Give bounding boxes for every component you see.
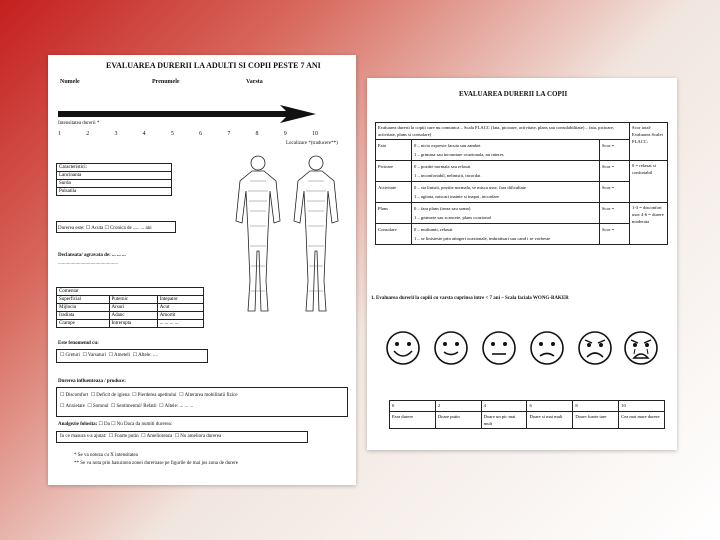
scale-4: 4	[142, 131, 146, 137]
scale-7: 7	[227, 131, 231, 137]
flacc-intro	[376, 123, 630, 140]
analgesia-row	[58, 421, 172, 427]
wong-score: 10	[619, 401, 665, 412]
symptom-option[interactable]: ☐ Ameteli	[108, 353, 130, 358]
severity-cell: Intrerupta	[109, 320, 157, 328]
wong-score: 8	[573, 401, 619, 412]
scale-2: 2	[86, 131, 90, 137]
duration-label: Durerea este:	[58, 226, 85, 231]
face-0-icon	[385, 330, 421, 366]
wong-baker-label: 1. Evaluarea durerii la copiii cu varsta cuprinsa intre < 7 ani – Scala faciala WONG-BAKER	[371, 296, 569, 301]
influence-option[interactable]: ☐ Pierderea apetitului	[132, 393, 177, 398]
scale-9: 9	[283, 131, 287, 137]
influence-row-1	[60, 392, 238, 398]
symptoms-label: Este fenomenul cu:	[58, 341, 99, 346]
desc-line: 1 – grimasa sau incruntare ocazionala, nu interes	[414, 152, 504, 157]
analgesia-yes[interactable]: ☐ Da	[99, 422, 110, 427]
flacc-table	[375, 122, 668, 245]
triggers-label: Declansata/ agravata de: ... ... ...	[58, 253, 126, 258]
severity-cell: Superficial	[57, 296, 110, 304]
scale-5: 5	[170, 131, 174, 137]
row-desc-face	[412, 140, 600, 161]
analgesia-no[interactable]: ☐ Nu	[111, 422, 123, 427]
intensity-scale	[58, 131, 318, 137]
row-desc-consolability	[412, 224, 600, 245]
wong-baker-table	[389, 400, 665, 429]
row-label-activity: Activitate	[376, 182, 412, 203]
score-total-text: Scor total- Evaluarea Scalei FLACC:	[632, 125, 663, 144]
row-label-legs: Picioare	[376, 161, 412, 182]
face-10-icon	[623, 330, 659, 366]
flacc-intro-text: Evaluarea durerii la copiii care nu comunica – Scala FLACC (fata, picioare, activitate, plans sau consolabilitate) – fata, picioare, activitate, plans si consolare)	[378, 125, 615, 137]
face-2-icon	[433, 330, 469, 366]
desc-line: 1 – agitata, miscari inainte si inapoi, incordare	[414, 194, 500, 199]
adult-pain-form	[48, 55, 356, 485]
characteristics-table	[56, 163, 172, 196]
face-8-icon	[577, 330, 613, 366]
influence-option[interactable]: ☐ Alterarea mobilitatii fizice	[179, 393, 238, 398]
page-title: EVALUAREA DURERII LA ADULTI SI COPII PESTE 7 ANI	[106, 61, 321, 70]
symptoms-row	[60, 352, 158, 358]
desc-line: 0 – fara plans (treaz sau somn)	[414, 206, 471, 211]
symptom-option[interactable]: ☐ Altele: ....	[133, 353, 158, 358]
influence-option[interactable]: ☐ Anxietate	[60, 404, 85, 409]
footnote-2: ** Se va nota prin hasurarea zonei dureroase pe figurile de mai jos zona de durere	[74, 461, 238, 466]
interpretation-a: 0 = relaxat si confortabil	[630, 161, 668, 203]
desc-line: 0 – nicio expresie facuta sau zambet	[414, 143, 481, 148]
score-total	[630, 123, 668, 161]
row-label-face: Fata	[376, 140, 412, 161]
wong-label: Doare foarte tare	[573, 412, 619, 429]
analgesia-label: Analgezie folosita:	[58, 422, 98, 427]
intensity-label: Intensitatea durerii *	[58, 121, 100, 126]
analgesia-tail: Daca da numiti durerea:	[123, 422, 173, 427]
severity-cell: Puternic	[109, 296, 157, 304]
row-score: Scor =	[600, 140, 630, 161]
wong-label: Fara durere	[390, 412, 436, 429]
wong-label: Doare un pic mai mult	[481, 412, 527, 429]
severity-cell: Iradiata	[57, 312, 110, 320]
wong-score: 2	[435, 401, 481, 412]
row-label-consolability: Consolare	[376, 224, 412, 245]
characteristic-item: Lancinanta	[57, 172, 172, 180]
symptom-option[interactable]: ☐ Greturi	[60, 353, 80, 358]
severity-cell: Arsuri	[109, 304, 157, 312]
row-desc-cry	[412, 203, 600, 224]
scale-6: 6	[199, 131, 203, 137]
scale-8: 8	[255, 131, 259, 137]
age-label: Varsta	[246, 79, 263, 85]
location-label: Localizare *(traducere**)	[286, 141, 338, 146]
symptom-option[interactable]: ☐ Varsaturi	[82, 353, 106, 358]
severity-cell: Crampe	[57, 320, 110, 328]
row-desc-legs	[412, 161, 600, 182]
scale-3: 3	[114, 131, 118, 137]
desc-line: 1 – geamete sau scancete, plans ocazional	[414, 215, 491, 220]
desc-line: 0 – pozitie normala sau relaxat	[414, 164, 471, 169]
scale-10: 10	[311, 131, 318, 137]
body-diagram	[228, 151, 348, 321]
relief-row	[60, 433, 221, 439]
severity-cell: Mijlociu	[57, 304, 110, 312]
severity-cell: Amortit	[157, 312, 203, 320]
characteristics-header: Caracteristici:	[57, 164, 172, 172]
severity-cell: Adanc	[109, 312, 157, 320]
desc-line: 1 – se linisteste prin atingeri ocazionale, imbratisari sau cand i se vorbeste	[414, 236, 551, 241]
child-pain-form	[367, 78, 677, 450]
intensity-arrow	[58, 101, 318, 127]
desc-line: 0 – sta linistit, pozitie normala, se misca usor, fara dificultate	[414, 185, 526, 190]
severity-cell: ... ... ... ...	[157, 320, 203, 328]
face-4-icon	[481, 330, 517, 366]
row-score: Scor =	[600, 203, 630, 224]
duration-option-acute[interactable]: ☐ Acuta	[86, 226, 103, 231]
page-title: EVALUAREA DURERII LA COPII	[459, 90, 568, 98]
wong-score: 0	[390, 401, 436, 412]
characteristic-item: Surda	[57, 180, 172, 188]
wong-label: Doare putin	[435, 412, 481, 429]
row-score: Scor =	[600, 161, 630, 182]
severity-title: Comentar	[57, 288, 204, 296]
influence-row-2	[60, 403, 193, 409]
duration-box	[56, 221, 176, 233]
row-score: Scor =	[600, 182, 630, 203]
severity-cell: Intepator	[157, 296, 203, 304]
influence-option[interactable]: ☐ Somnul	[87, 404, 108, 409]
wong-score: 4	[481, 401, 527, 412]
face-6-icon	[529, 330, 565, 366]
severity-table	[56, 287, 204, 328]
firstname-label: Prenumele	[152, 79, 180, 85]
influence-option[interactable]: ☐ Deficit de igiena	[91, 393, 130, 398]
influence-label: Durerea influenteaza / produce:	[58, 379, 126, 384]
desc-line: 0 – multumit, relaxat	[414, 227, 453, 232]
wong-score: 6	[527, 401, 573, 412]
desc-line: 1 – inconfortabil, nelinistit, incordat	[414, 173, 481, 178]
row-desc-activity	[412, 182, 600, 203]
relief-option[interactable]: ☐ Amelioreaza	[141, 434, 172, 439]
interpretation-b: 1-3 = disconfort usor 4-6 = durere moderata	[630, 203, 668, 245]
relief-option[interactable]: ☐ Nu ameliora durerea	[175, 434, 222, 439]
influence-option[interactable]: ☐ Sentimentul/ Relatii	[111, 404, 157, 409]
characteristic-item: Pulsatila	[57, 188, 172, 196]
relief-label: In ce masura s-a ajutat:	[60, 434, 107, 439]
wong-label: Cea mai mare durere	[619, 412, 665, 429]
row-label-cry: Plans	[376, 203, 412, 224]
scale-1: 1	[58, 131, 61, 137]
influence-option[interactable]: ☐ Discomfort	[60, 393, 88, 398]
relief-option[interactable]: ☐ Foarte putin	[109, 434, 139, 439]
duration-option-chronic[interactable]: ☐ Cronica de ..... ... ani	[104, 226, 151, 231]
triggers-dots: ................................................	[58, 261, 118, 266]
wong-label: Doare si mai mult	[527, 412, 573, 429]
severity-cell: Acut	[157, 304, 203, 312]
influence-option[interactable]: ☐ Altele: ... ... ...	[159, 404, 193, 409]
footnote-1: * Se va noteza cu X intensitatea	[74, 453, 138, 458]
name-label: Numele	[60, 79, 80, 85]
row-score: Scor =	[600, 224, 630, 245]
